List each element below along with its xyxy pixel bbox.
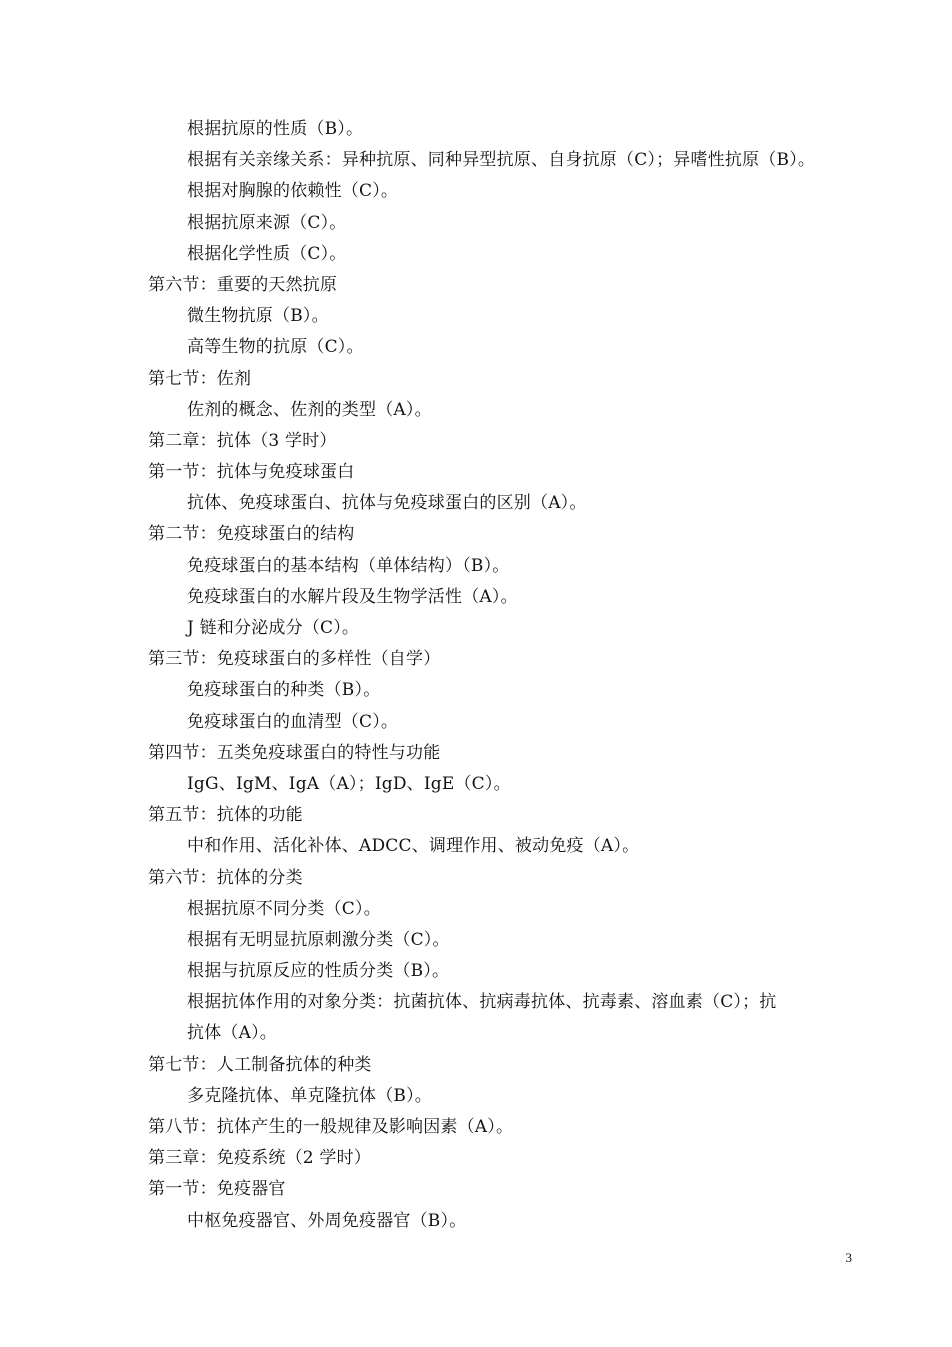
content-line: 抗体（A）。 [187,1023,277,1044]
page-number: 3 [845,1250,852,1265]
content-line: 多克隆抗体、单克隆抗体（B）。 [187,1085,432,1106]
section-heading: 第六节：抗体的分类 [148,867,303,888]
section-heading: 第三节：免疫球蛋白的多样性（自学） [148,649,441,670]
content-line: 中枢免疫器官、外周免疫器官（B）。 [187,1210,467,1231]
document-body [148,114,848,1237]
content-line: 根据抗原不同分类（C）。 [187,898,381,919]
content-line: 根据有关亲缘关系：异种抗原、同种异型抗原、自身抗原（C）；异嗜性抗原（B）。 [187,150,816,171]
content-line: 抗体、免疫球蛋白、抗体与免疫球蛋白的区别（A）。 [187,493,587,514]
content-line: 根据抗原的性质（B）。 [187,119,364,139]
content-line: 根据对胸腺的依赖性（C）。 [187,181,399,202]
content-line: 根据抗原来源（C）。 [187,212,347,233]
section-heading: 第一节：免疫器官 [148,1179,286,1200]
section-heading: 第一节：抗体与免疫球蛋白 [148,462,355,483]
content-line: IgG、IgM、IgA（A）；IgD、IgE（C）。 [187,773,511,794]
content-line: 微生物抗原（B）。 [187,306,329,327]
content-line: 高等生物的抗原（C）。 [187,337,364,358]
content-line: 免疫球蛋白的种类（B）。 [187,680,381,701]
content-line: 根据抗体作用的对象分类：抗菌抗体、抗病毒抗体、抗毒素、溶血素（C）；抗 [187,992,777,1013]
section-heading: 第七节：佐剂 [148,368,252,389]
content-line: 根据有无明显抗原刺激分类（C）。 [187,929,450,950]
content-line: 根据化学性质（C）。 [187,243,347,264]
section-heading: 第七节：人工制备抗体的种类 [148,1054,372,1075]
section-heading: 第五节：抗体的功能 [148,805,303,826]
section-heading: 第三章：免疫系统（2 学时） [148,1148,372,1169]
section-heading: 第二节：免疫球蛋白的结构 [148,524,355,545]
content-line: 免疫球蛋白的水解片段及生物学活性（A）。 [187,586,518,607]
section-heading: 第四节：五类免疫球蛋白的特性与功能 [148,742,441,763]
content-line: 中和作用、活化补体、ADCC、调理作用、被动免疫（A）。 [187,836,640,857]
content-line: 免疫球蛋白的血清型（C）。 [187,711,399,732]
content-line: 佐剂的概念、佐剂的类型（A）。 [187,399,432,420]
content-line: 免疫球蛋白的基本结构（单体结构）（B）。 [187,555,510,576]
section-heading: 第六节：重要的天然抗原 [148,274,338,295]
content-line: 根据与抗原反应的性质分类（B）。 [187,961,450,982]
section-heading: 第二章：抗体（3 学时） [148,430,337,451]
section-heading: 第八节：抗体产生的一般规律及影响因素（A）。 [148,1117,514,1137]
content-line: J 链和分泌成分（C）。 [187,618,360,638]
